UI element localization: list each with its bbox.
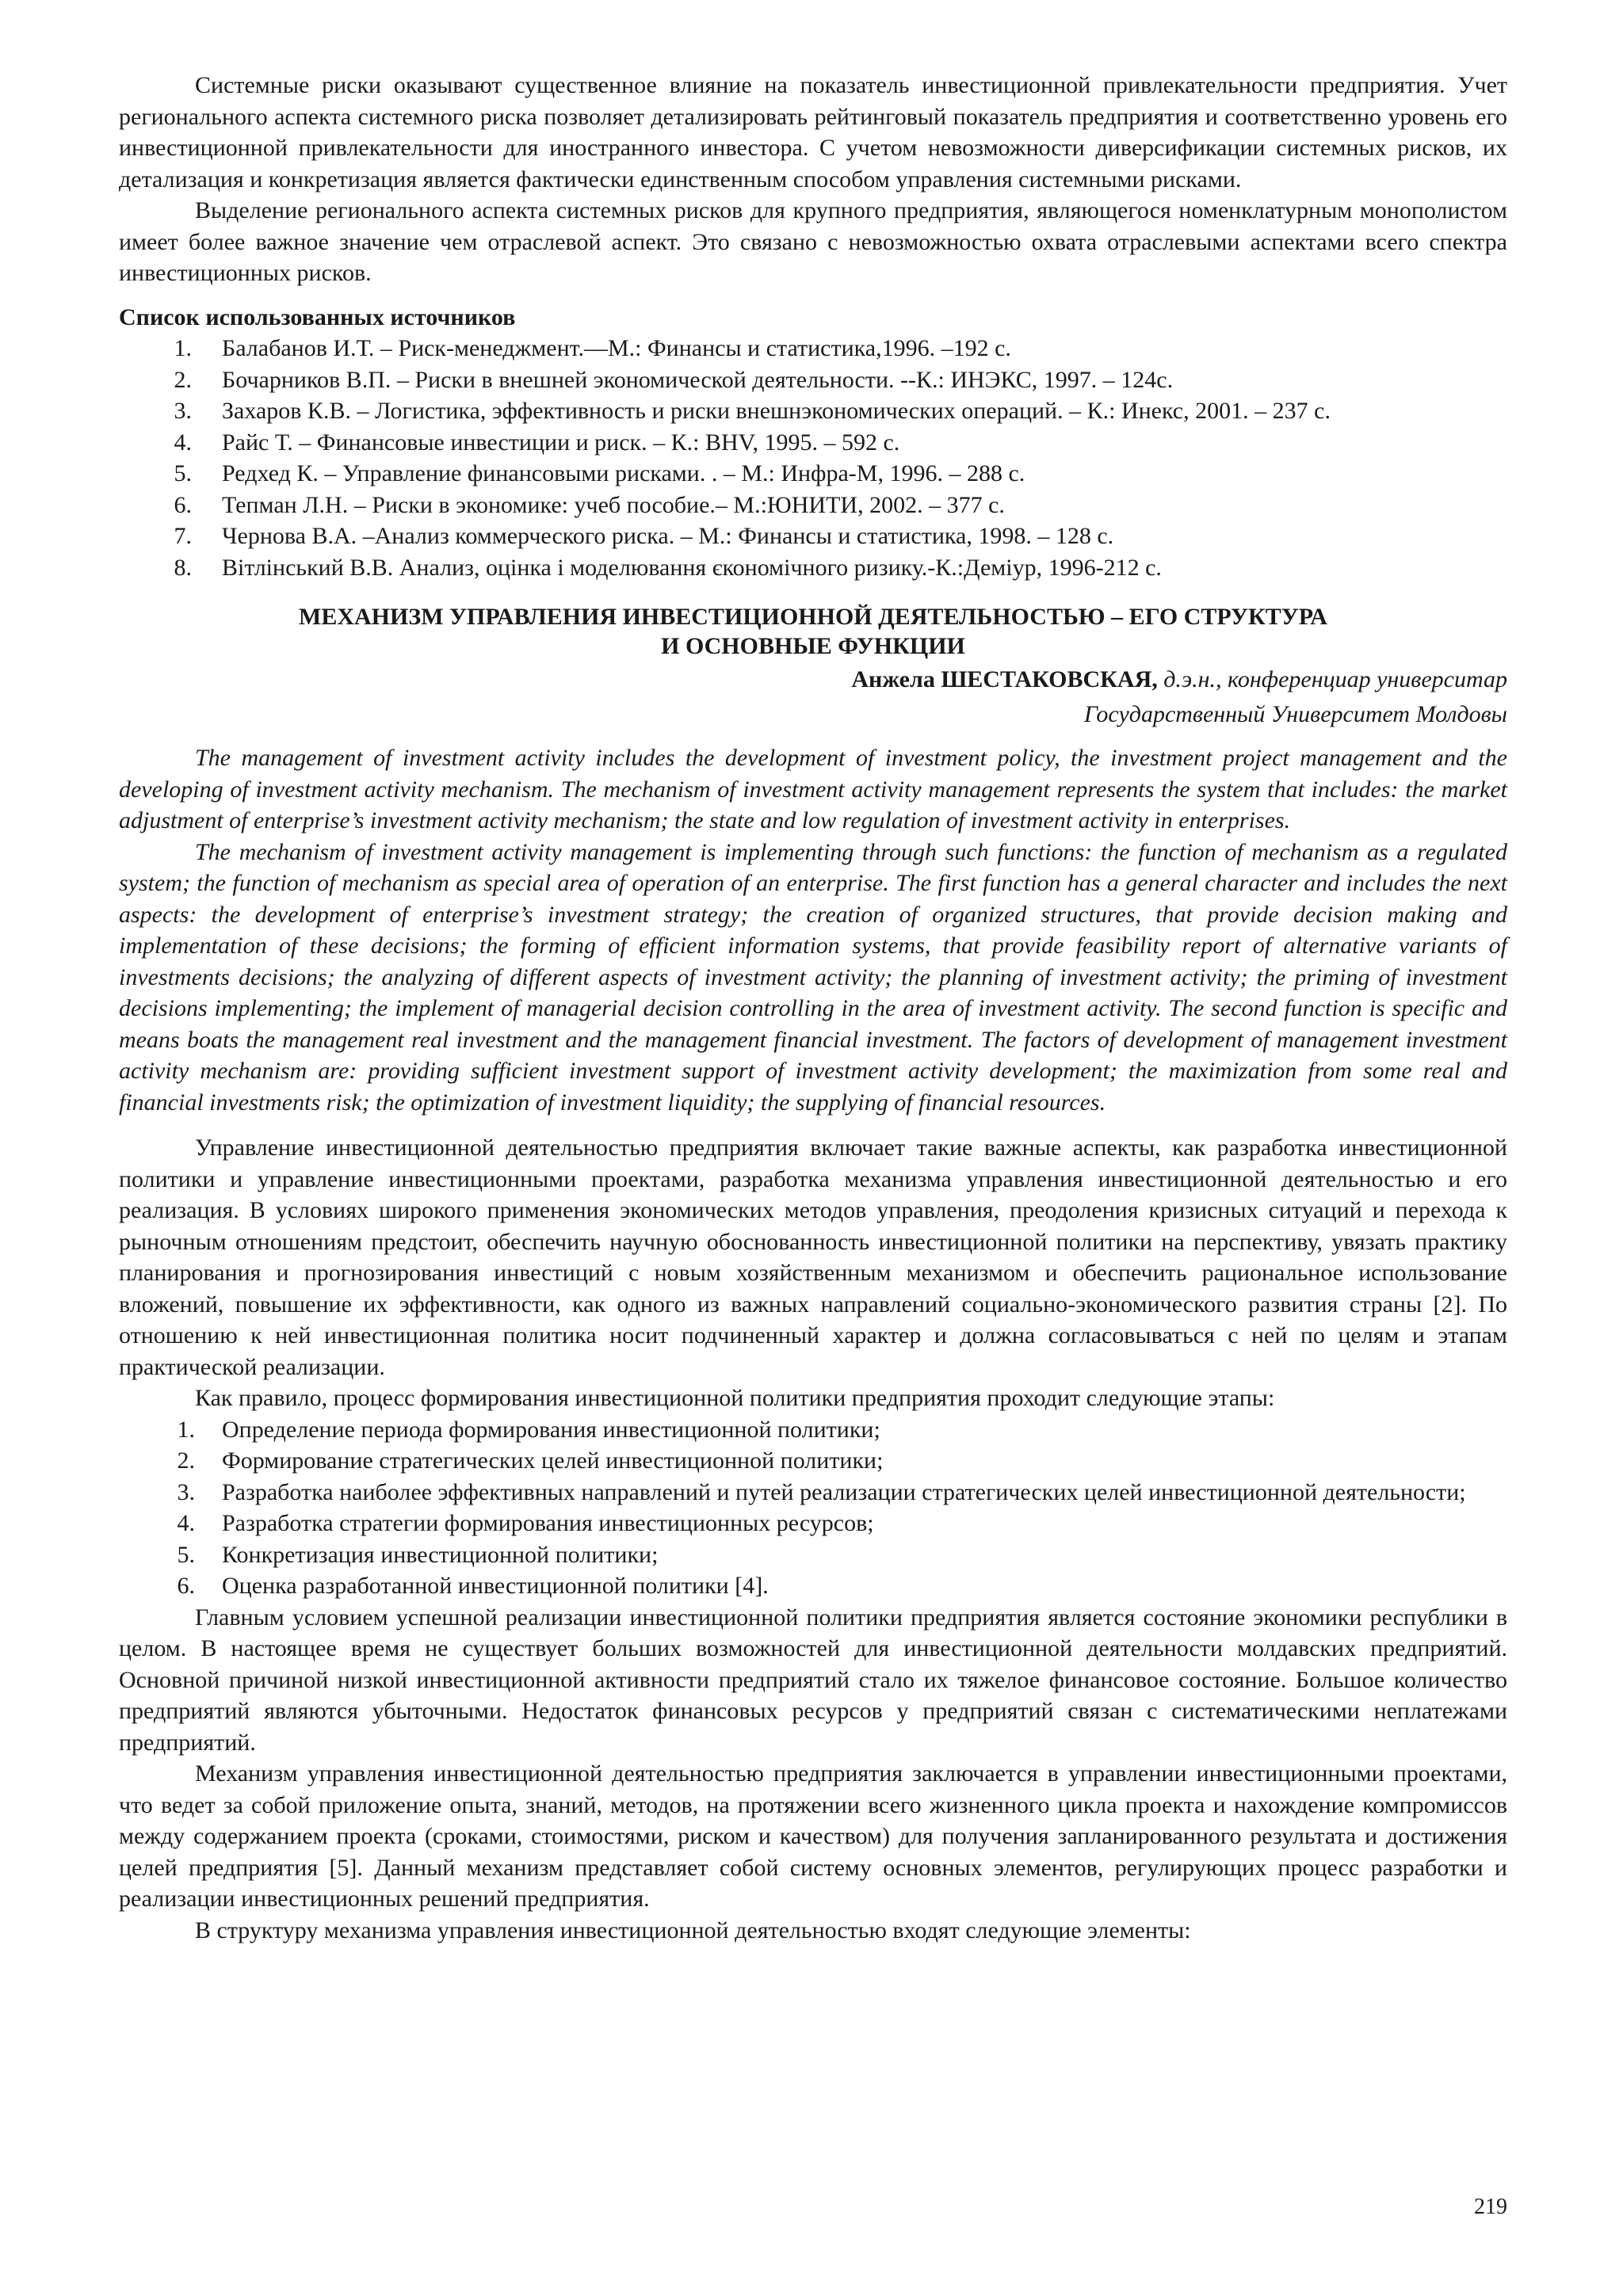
reference-text: Редхед К. – Управление финансовыми рисками. . – М.: Инфра-М, 1996. – 288 с. [222, 460, 1025, 486]
body-paragraph-5: В структуру механизма управления инвестиционной деятельностью входят следующие элементы: [195, 1917, 1191, 1943]
stage-item [119, 1414, 1507, 1446]
stage-text: Конкретизация инвестиционной политики; [222, 1541, 659, 1568]
author-name: Анжела ШЕСТАКОВСКАЯ, [851, 666, 1158, 692]
stage-number: 6. [177, 1573, 195, 1599]
stage-item [119, 1477, 1507, 1508]
stage-text: Определение периода формирования инвестиционной политики; [222, 1416, 880, 1443]
article-title [119, 602, 1507, 661]
reference-item [119, 490, 1507, 521]
reference-number: 3. [174, 398, 192, 424]
reference-number: 5. [174, 460, 192, 486]
reference-text: Захаров К.В. – Логистика, эффективность и риски внешнэкономических операций. – К.: Инекс, 2001. – 237 с. [222, 398, 1331, 424]
page-number: 219 [1474, 2195, 1507, 2219]
stages-list [119, 1414, 1507, 1602]
stage-text: Формирование стратегических целей инвестиционной политики; [222, 1447, 884, 1474]
stage-text: Разработка стратегии формирования инвестиционных ресурсов; [222, 1510, 874, 1536]
reference-text: Бочарников В.П. – Риски в внешней экономической деятельности. --К.: ИНЭКС, 1997. – 124с. [222, 366, 1174, 393]
reference-text: Тепман Л.Н. – Риски в экономике: учеб пособие.– М.:ЮНИТИ, 2002. – 377 с. [222, 491, 1005, 518]
abstract-paragraph-1: The management of investment activity includes the development of investment policy, the investment project management and the developing of investment activity mechanism. The mechanism of investment activity management represents the system that includes: the market adjustment of enterprise’s investment activity mechanism; the state and low regulation of investment activity in enterprises. [119, 745, 1507, 833]
author-line [119, 664, 1507, 696]
reference-number: 4. [174, 429, 192, 456]
stage-number: 4. [177, 1510, 195, 1536]
reference-text: Райс Т. – Финансовые инвестиции и риск. – К.: BHV, 1995. – 592 с. [222, 429, 900, 456]
abstract [119, 742, 1507, 1118]
stage-item [119, 1445, 1507, 1477]
author-position: д.э.н., конференциар университар [1157, 666, 1507, 692]
stage-number: 2. [177, 1447, 195, 1474]
reference-item [119, 333, 1507, 364]
reference-item [119, 552, 1507, 584]
abstract-paragraph-2: The mechanism of investment activity management is implementing through such functions: the function of mechanism as a regulated system; the function of mechanism as special area of operation of an enterprise. The first function has a general character and includes the next aspects: the development of enterprise’s investment strategy; the creation of organized structures, that provide decision making and implementation of these decisions; the forming of efficient information systems, that provide feasibility report of alternative variants of investments decisions; the analyzing of different aspects of investment activity; the planning of investment activity; the priming of investment decisions implementing; the implement of managerial decision controlling in the area of investment activity. The second function is specific and means boats the management real investment and the management financial investment. The factors of development of management investment activity mechanism are: providing sufficient investment support of investment activity development; the maximization from some real and financial investments risk; the optimization of investment liquidity; the supplying of financial resources. [119, 838, 1507, 1116]
document-page [119, 70, 1507, 1946]
reference-number: 1. [174, 335, 192, 361]
stage-text: Разработка наиболее эффективных направлений и путей реализации стратегических целей инвестиционной деятельности; [222, 1478, 1466, 1505]
reference-text: Балабанов И.Т. – Риск-менеджмент.—М.: Финансы и статистика,1996. –192 с. [222, 335, 1011, 361]
stage-number: 5. [177, 1541, 195, 1568]
reference-number: 6. [174, 491, 192, 518]
stage-text: Оценка разработанной инвестиционной политики [4]. [222, 1573, 769, 1599]
body-paragraph-4: Механизм управления инвестиционной деятельностью предприятия заключается в управлении инвестиционными проектами, что ведет за собой приложение опыта, знаний, методов, на протяжении всего жизненного цикла проекта и нахождение компромиссов между содержанием проекта (сроками, стоимостями, риском и качеством) для получения запланированного результата и достижения целей предприятия [5]. Данный механизм представляет собой систему основных элементов, регулирующих процесс разработки и реализации инвестиционных решений предприятия. [119, 1760, 1507, 1912]
references-list [119, 333, 1507, 583]
reference-number: 7. [174, 523, 192, 549]
body-paragraph-2: Как правило, процесс формирования инвестиционной политики предприятия проходит следующие этапы: [195, 1385, 1275, 1411]
reference-number: 2. [174, 366, 192, 393]
article-title-line-1: МЕХАНИЗМ УПРАВЛЕНИЯ ИНВЕСТИЦИОННОЙ ДЕЯТЕЛЬНОСТЬЮ – ЕГО СТРУКТУРА [299, 604, 1327, 630]
references-title: Список использованных источников [119, 303, 516, 330]
stage-item [119, 1508, 1507, 1539]
stage-item [119, 1539, 1507, 1571]
body-paragraph-1: Управление инвестиционной деятельностью предприятия включает такие важные аспекты, как разработка инвестиционной политики и управление инвестиционными проектами, разработка механизма управления инвестиционной деятельностью и его реализация. В условиях широкого применения экономических методов управления, преодоления кризисных ситуаций и перехода к рыночным отношениям предстоит, обеспечить научную обоснованность инвестиционной политики на перспективу, увязать практику планирования и прогнозирования инвестиций с новым хозяйственным механизмом и обеспечить рациональное использование вложений, повышение их эффективности, как одного из важных направлений социально-экономического развития страны [2]. По отношению к ней инвестиционная политика носит подчиненный характер и должна согласовываться с ней по целям и этапам практической реализации. [119, 1135, 1507, 1380]
article-body [119, 1132, 1507, 1946]
reference-item [119, 458, 1507, 490]
author-affiliation: Государственный Университет Молдовы [1083, 700, 1507, 727]
article-title-line-2: И ОСНОВНЫЕ ФУНКЦИИ [661, 633, 965, 659]
reference-number: 8. [174, 554, 192, 581]
reference-item [119, 364, 1507, 396]
stage-number: 1. [177, 1416, 195, 1443]
stage-item [119, 1570, 1507, 1602]
reference-text: Вітлінський В.В. Анализ, оцінка і моделювання єкономічного ризику.-К.:Деміур, 1996-212 с. [222, 554, 1162, 581]
reference-text: Чернова В.А. –Анализ коммерческого риска. – М.: Финансы и статистика, 1998. – 128 с. [222, 523, 1114, 549]
intro-paragraph-2: Выделение регионального аспекта системных рисков для крупного предприятия, являющегося номенклатурным монополистом имеет более важное значение чем отраслевой аспект. Это связано с невозможностью охвата отраслевыми аспектами всего спектра инвестиционных рисков. [119, 197, 1507, 286]
reference-item [119, 395, 1507, 427]
intro-paragraph-1: Системные риски оказывают существенное влияние на показатель инвестиционной привлекательности предприятия. Учет регионального аспекта системного риска позволяет детализировать рейтинговый показатель предприятия и соответственно уровень его инвестиционной привлекательности для иностранного инвестора. С учетом невозможности диверсификации системных рисков, их детализация и конкретизация является фактически единственным способом управления системными рисками. [119, 72, 1507, 193]
reference-item [119, 427, 1507, 459]
stage-number: 3. [177, 1478, 195, 1505]
reference-item [119, 521, 1507, 552]
body-paragraph-3: Главным условием успешной реализации инвестиционной политики предприятия является состояние экономики республики в целом. В настоящее время не существует больших возможностей для инвестиционной деятельности молдавских предприятий. Основной причиной низкой инвестиционной активности предприятий стало их тяжелое финансовое состояние. Большое количество предприятий являются убыточными. Недостаток финансовых ресурсов у предприятий связан с систематическими неплатежами предприятий. [119, 1604, 1507, 1756]
